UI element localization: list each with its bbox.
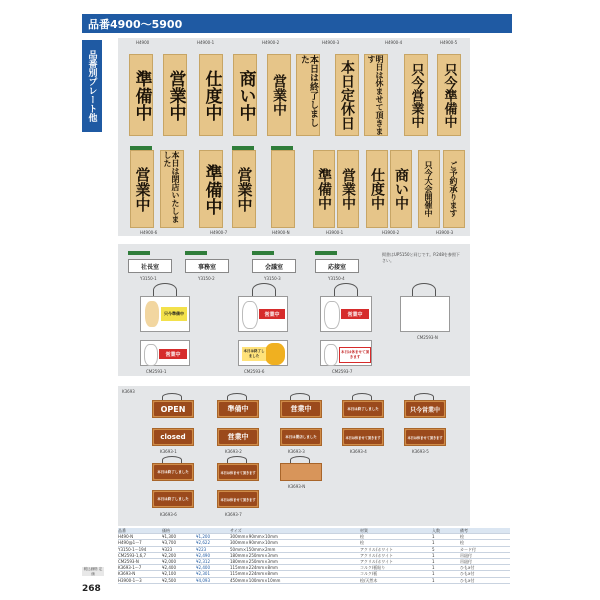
hanging-card-blank <box>400 296 450 332</box>
wood-plate: 只今大会開催中 <box>418 150 440 228</box>
hanging-cord <box>334 283 358 297</box>
table-row: K3693-N ¥2,100 ¥2,301 115mm×224mm×8mm コルク/板 1 ひもx付 <box>118 571 510 577</box>
wood-plate: 只今営業中 <box>404 54 428 136</box>
wood-plate: 営業中 <box>337 150 359 228</box>
product-code: H4900 <box>136 40 150 45</box>
product-code: H3900-1 <box>326 230 344 235</box>
sign-tag <box>315 251 337 255</box>
product-code: CM2593-7 <box>332 369 353 374</box>
sign-tag <box>128 251 150 255</box>
hanging-cord <box>252 283 276 297</box>
hanging-sign: 本日は終了しました <box>342 400 384 418</box>
hanging-sign: 本日は休ませて頂きます <box>404 428 446 446</box>
page-number: 268 <box>82 584 101 594</box>
wood-plate: 仕度中 <box>366 150 388 228</box>
wood-plate: 営業中 <box>267 54 291 136</box>
desk-sign: 会議室 <box>252 259 296 273</box>
wood-plate: 準備中 <box>313 150 335 228</box>
hanging-card: 営業中 <box>320 296 372 332</box>
wood-plate: 商い中 <box>390 150 412 228</box>
desk-sign: 社長室 <box>128 259 172 273</box>
product-code: Y3150-2 <box>198 276 215 281</box>
hanging-sign-blank <box>280 463 322 481</box>
product-code: Y3150-4 <box>328 276 345 281</box>
product-code: CM2593-1 <box>146 369 167 374</box>
table-row: H490@1〜7 ¥3,700 ¥2,622 300mm×90mm×10mm 桧 1 桧 <box>118 540 510 546</box>
hanging-sign: 準備中 <box>217 400 259 418</box>
wood-plate: 商い中 <box>233 54 257 136</box>
page-title: 品番4900～5900 <box>88 18 183 31</box>
hanging-sign: 本日は終了しました <box>152 490 194 508</box>
product-code: H4900-4 <box>385 40 403 45</box>
table-row: H490-N ¥1,300 ¥1,200 300mm×90mm×10mm 桧 1 桧 <box>118 534 510 540</box>
product-code: H4900-N <box>272 230 290 235</box>
sign-tag <box>252 251 274 255</box>
product-code: H3900-2 <box>382 230 400 235</box>
product-code: K3693-5 <box>412 449 429 454</box>
hanging-cord <box>153 283 177 297</box>
product-code: K3693-1 <box>160 449 177 454</box>
hanging-sign: 営業中 <box>280 400 322 418</box>
hanging-sign: 営業中 <box>217 428 259 446</box>
hanging-card: 本日は終了しました <box>238 340 288 366</box>
product-code: H4900-6 <box>140 230 158 235</box>
hanging-sign: 本日は閉店しました <box>280 428 322 446</box>
wood-plate: 仕度中 <box>199 54 223 136</box>
spec-table <box>118 528 510 584</box>
table-row: CM2593-1,6,7 ¥2,200 ¥2,490 180mm×250mm×3mm アクリル/ホワイト 1 吊紐付 <box>118 553 510 559</box>
wood-plate-blank <box>271 150 295 228</box>
sign-tag <box>185 251 207 255</box>
product-code: K3693-6 <box>160 512 177 517</box>
hanging-card: 本日は休ませて頂きます <box>320 340 372 366</box>
wood-plate: 本日定休日 <box>335 54 359 136</box>
table-row: Y3150-1〜194 ¥323 ¥223 50mm×150mm×2mm アクリル/ホワイト 5 カード付 <box>118 547 510 553</box>
hanging-sign: OPEN <box>152 400 194 418</box>
wood-plate: 只今準備中 <box>437 54 461 136</box>
hanging-card: 只今準備中 <box>140 296 190 332</box>
product-code: K3693-N <box>288 484 306 489</box>
side-tab: 品番別プレート他 <box>82 40 102 132</box>
hanging-sign: closed <box>152 428 194 446</box>
desk-sign: 応接室 <box>315 259 359 273</box>
product-code: K3693-4 <box>350 449 367 454</box>
hanging-sign: 只今営業中 <box>404 400 446 418</box>
hanging-sign: 本日は終了しました <box>152 463 194 481</box>
table-header: 品番 価格 サイズ 材質 入数 備考 <box>118 528 510 534</box>
wood-plate: 本日は終了しました <box>296 54 320 136</box>
header-bar <box>82 14 512 33</box>
hanging-sign: 本日は休ませて頂きます <box>217 463 259 481</box>
product-code: H4900-1 <box>197 40 215 45</box>
table-row: CM2593-N ¥2,000 ¥2,312 180mm×250mm×3mm アクリル/ホワイト 1 吊紐付 <box>118 559 510 565</box>
product-code: K3693-3 <box>288 449 305 454</box>
desk-note: 掲書はUP5150と同じです。P.248を参照下さい。 <box>382 252 460 263</box>
product-code: H4900-3 <box>322 40 340 45</box>
table-row: K3693-1〜7 ¥2,400 ¥2,400 115mm×224mm×8mm コルク/板貼り 1 ひもx付 <box>118 565 510 571</box>
product-code: H4900-7 <box>210 230 228 235</box>
product-code: Y3150-1 <box>140 276 157 281</box>
wood-plate: 準備中 <box>129 54 153 136</box>
hanging-card: 営業中 <box>238 296 288 332</box>
table-row: H3900-1〜3 ¥2,500 ¥4,093 450mm×100mm×10mm 桧/天然木 1 ひもx付 <box>118 578 510 584</box>
product-code: H4900-5 <box>440 40 458 45</box>
product-code: CM2593-6 <box>244 369 265 374</box>
price-note: 税込価格 定価 <box>83 567 103 576</box>
hanging-sign: 本日は休ませて頂きます <box>217 490 259 508</box>
hanging-cord <box>412 283 436 297</box>
product-code: H3900-3 <box>436 230 454 235</box>
product-code: K3693-2 <box>225 449 242 454</box>
wood-plate: 営業中 <box>163 54 187 136</box>
wood-plate: 明日は休ませて頂きます <box>364 54 388 136</box>
wood-plate: 営業中 <box>232 150 256 228</box>
desk-sign: 事務室 <box>185 259 229 273</box>
wood-plate: 本日は閉店いたしました <box>160 150 184 228</box>
hanging-sign: 本日は休ませて頂きます <box>342 428 384 446</box>
product-code: K3693-7 <box>225 512 242 517</box>
product-code: Y3150-3 <box>264 276 281 281</box>
product-code: H4900-2 <box>262 40 280 45</box>
section-code: K3693 <box>122 389 135 394</box>
hanging-card: 営業中 <box>140 340 190 366</box>
wood-plate: ご予約承ります <box>443 150 465 228</box>
wood-plate: 営業中 <box>130 150 154 228</box>
wood-plate: 準備中 <box>199 150 223 228</box>
product-code: CM2593-N <box>417 335 438 340</box>
